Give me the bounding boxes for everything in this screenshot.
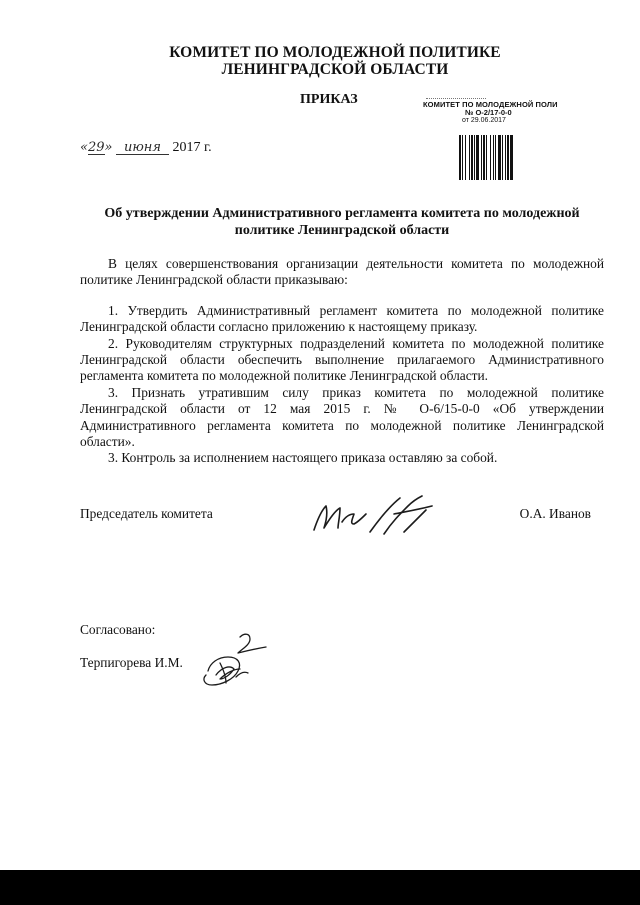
signer-position: Председатель комитета: [80, 506, 213, 521]
org-name-line2: ЛЕНИНГРАДСКОЙ ОБЛАСТИ: [221, 61, 449, 78]
signer-name: О.А. Иванов: [519, 506, 591, 521]
approval-signature-icon: [196, 627, 291, 697]
handwritten-signature-icon: [308, 492, 443, 537]
scan-border: [0, 870, 640, 905]
order-subject: Об утверждении Административного регламента комитета по молодежной политике Ленинградской области: [104, 206, 580, 238]
approval-name: Терпигорева И.М.: [80, 655, 183, 670]
registration-stamp: [423, 101, 593, 125]
stamp-org: КОМИТЕТ ПО МОЛОДЕЖНОЙ ПОЛИ: [423, 100, 558, 109]
approval-label: Согласовано:: [80, 622, 156, 637]
stamp-dotted-line: [426, 98, 486, 99]
date-close-quote: »: [104, 140, 113, 155]
body-item-2: 2. Руководителям структурных подразделений комитета по молодежной политике Ленинградской области обеспечить выполнение прилагаемого Административного регламента комитета по молодежной политике Ленинградской области.: [80, 335, 604, 384]
body-intro: В целях совершенствования организации деятельности комитета по молодежной политике Ленинградской области приказываю:: [80, 256, 604, 288]
stamp-number: № О-2/17-0-0: [465, 108, 512, 117]
document-title: ПРИКАЗ: [300, 92, 358, 107]
org-name-line1: КОМИТЕТ ПО МОЛОДЕЖНОЙ ПОЛИТИКЕ: [169, 44, 501, 61]
date-month: июня: [116, 141, 169, 155]
body-item-1: 1. Утвердить Административный регламент комитета по молодежной политике Ленинградской области согласно приложению к настоящему приказу.: [80, 302, 604, 335]
barcode-icon: [459, 135, 541, 180]
date-year: 2017 г.: [172, 140, 212, 155]
date-open-quote: «: [80, 140, 88, 155]
order-date: [80, 140, 212, 156]
body-item-3: 3. Признать утратившим силу приказ комитета по молодежной политике Ленинградской области от 12 мая 2015 г. № О-6/15-0-0 «Об утверждении Административного регламента комитета по молодежной политике Ленинградской области».: [80, 384, 604, 450]
stamp-date: от 29.06.2017: [462, 117, 506, 124]
body-item-4: 3. Контроль за исполнением настоящего приказа оставляю за собой.: [108, 450, 498, 466]
date-day: 29: [87, 140, 105, 155]
order-body: [80, 256, 604, 467]
